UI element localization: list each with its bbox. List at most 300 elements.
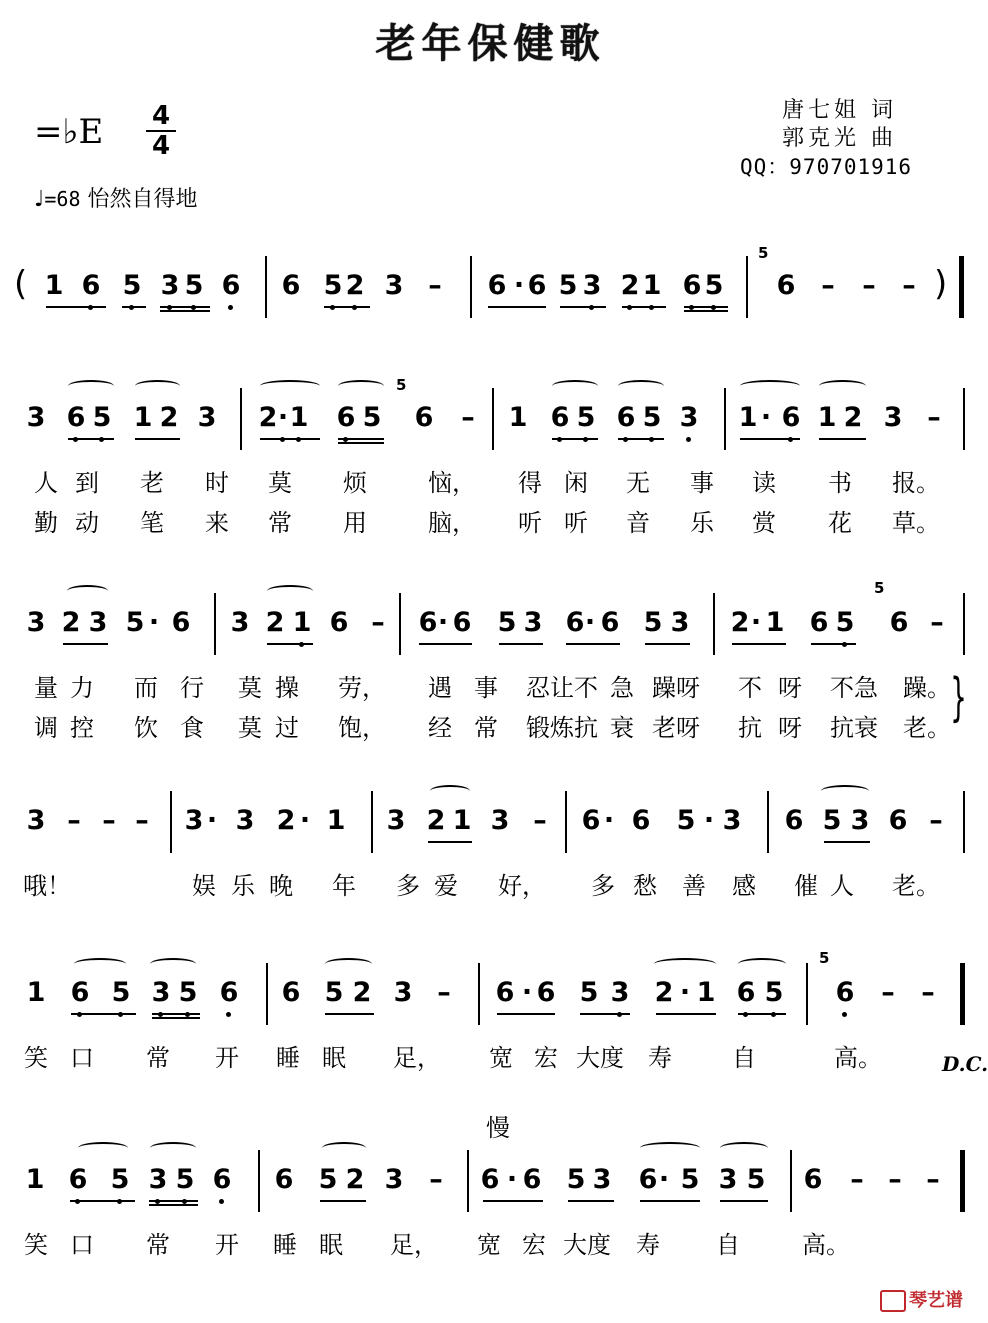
underline-beam [640, 1200, 700, 1202]
bar-line [371, 791, 373, 853]
note: 5 [676, 805, 696, 836]
underline-beam [152, 1013, 200, 1015]
bar-line [214, 593, 216, 655]
note: 6 [615, 402, 637, 434]
note: 6 [681, 270, 703, 302]
note: – [929, 805, 943, 836]
slur [338, 380, 384, 392]
slur [720, 1142, 768, 1154]
note: 1 [452, 805, 472, 836]
note: 3 [26, 402, 46, 433]
note: 5 [110, 977, 132, 1009]
underline-beam [325, 1013, 374, 1015]
lyric-word: 笑 [24, 1044, 48, 1072]
note: – [930, 607, 944, 638]
note: 3 [609, 977, 631, 1009]
bar-line [240, 388, 242, 450]
lyric-word: 控 [70, 714, 94, 742]
note: · [513, 270, 525, 301]
lyric-word: 事 [690, 469, 714, 497]
underline-beam [566, 643, 620, 645]
note: 3 [592, 1164, 612, 1195]
underline-beam [267, 643, 313, 645]
lyric-word: 音 [626, 509, 650, 537]
note: 5 [579, 977, 599, 1008]
lyric-word: 足， [390, 1231, 438, 1259]
note: 5 [703, 270, 725, 302]
lyric-word: 宏 [522, 1231, 546, 1259]
lyric-word: 娱 [192, 872, 216, 900]
underline-beam [824, 841, 870, 843]
note: – [437, 977, 451, 1008]
lyric-word: 好， [498, 872, 546, 900]
note: · [703, 805, 715, 836]
note: 6 [776, 270, 796, 301]
note: 5 [746, 1164, 766, 1195]
lyric-word: 寿 [636, 1231, 660, 1259]
note: 3 [384, 270, 404, 301]
note: 6 [281, 977, 301, 1008]
note: 3 [490, 805, 510, 836]
lyric-word: 自 [716, 1231, 740, 1259]
note: – [921, 977, 935, 1008]
slur [325, 958, 372, 970]
low-octave-dot [686, 437, 691, 442]
note: – [888, 1164, 902, 1195]
lyric-word: 恼， [428, 469, 476, 497]
bar-line [492, 388, 494, 450]
lyrics-verse-1 [0, 668, 981, 702]
note: 6 [418, 607, 438, 638]
lyric-word: 开 [215, 1231, 239, 1259]
note: 6 [495, 977, 515, 1008]
tempo-marking: ♩=68 怡然自得地 [34, 187, 198, 212]
lyric-word: 草。 [892, 509, 940, 537]
slur [740, 380, 800, 392]
note: 5 [174, 1164, 196, 1196]
underline-beam [70, 1200, 135, 1202]
lyric-word: 笔 [140, 509, 164, 537]
lyric-word: 莫 [238, 714, 262, 742]
expression-text: 怡然自得地 [87, 187, 198, 212]
bar-line [746, 256, 748, 318]
lyricist: 唐七姐 词 [782, 98, 897, 123]
note: 2 [258, 402, 278, 433]
slur [654, 958, 716, 970]
note: 5 [558, 270, 578, 301]
lyric-word: 睡 [273, 1231, 297, 1259]
note: · [760, 402, 772, 433]
lyrics-verse-1 [0, 1225, 981, 1259]
lyric-word: 不 [738, 674, 762, 702]
lyrics-verse-1 [0, 1038, 981, 1072]
slur [618, 380, 664, 392]
lyric-word: 呀 [778, 714, 802, 742]
underline-beam [568, 1200, 614, 1202]
bar-line [960, 963, 965, 1025]
note: 3 [883, 402, 903, 433]
note: 1 [696, 977, 716, 1008]
double-underline-beam [338, 442, 384, 444]
lyric-word: 调 [34, 714, 58, 742]
note: 6 [522, 1164, 542, 1195]
lyric-word: 自 [732, 1044, 756, 1072]
note: 5 [643, 607, 663, 638]
underline-beam [419, 643, 472, 645]
lyric-word: 经 [428, 714, 452, 742]
underline-beam [740, 438, 800, 440]
lyric-word: 力 [70, 674, 94, 702]
lyric-word: 花 [828, 509, 852, 537]
note: 6 [581, 805, 601, 836]
lyric-word: 多 [591, 872, 615, 900]
note: 2 [843, 402, 863, 433]
note: 6 [803, 1164, 823, 1195]
lyric-word: 锻炼 [526, 714, 574, 742]
underline-beam [483, 1200, 543, 1202]
note: 1 [326, 805, 346, 836]
underline-beam [488, 306, 546, 308]
lyric-word: 量 [34, 674, 58, 702]
lyric-word: 人 [830, 872, 854, 900]
lyric-word: 闲 [564, 469, 588, 497]
note: – [67, 805, 81, 836]
note: 6 [65, 402, 87, 434]
lyric-word: 脑， [428, 509, 476, 537]
underline-beam [811, 643, 856, 645]
underline-beam [497, 1013, 555, 1015]
lyric-word: 无 [626, 469, 650, 497]
lyric-word: 笑 [24, 1231, 48, 1259]
underline-beam [46, 306, 106, 308]
lyric-word: 抗 [574, 714, 598, 742]
note: 5 [318, 1164, 338, 1195]
grace-note: 5 [396, 376, 407, 394]
key-signature: =♭E [34, 112, 104, 152]
note: 6 [171, 607, 191, 638]
slur [322, 1142, 366, 1154]
lyric-word: 年 [332, 872, 356, 900]
note: 3 [197, 402, 217, 433]
lyric-word: 催 [794, 872, 818, 900]
note: – [821, 270, 835, 301]
note: 6 [69, 977, 91, 1009]
underline-beam [618, 438, 664, 440]
lyric-word: 劳， [338, 674, 386, 702]
bar-line [265, 256, 267, 318]
lyric-word: 急 [610, 674, 634, 702]
lyric-word: 烦 [343, 469, 367, 497]
note: 6 [80, 270, 102, 302]
slur [552, 380, 598, 392]
bar-line [170, 791, 172, 853]
lyric-word: 感 [732, 872, 756, 900]
note: 1 [817, 402, 837, 433]
note: 1 [25, 1164, 45, 1195]
note: 5 [322, 270, 344, 302]
note: 3 [393, 977, 413, 1008]
note: 2 [276, 805, 296, 836]
underline-beam [338, 438, 384, 440]
note: – [926, 1164, 940, 1195]
lyric-word: 哦！ [23, 872, 71, 900]
bar-line [399, 593, 401, 655]
bar-line [713, 593, 715, 655]
open-paren: ( [14, 264, 28, 304]
note: 6 [549, 402, 571, 434]
note: 6 [631, 805, 651, 836]
underline-beam [732, 643, 786, 645]
note: 6 [784, 805, 804, 836]
lyric-word: 寿 [648, 1044, 672, 1072]
lyric-word: 莫 [268, 469, 292, 497]
note: 6 [414, 402, 434, 433]
underline-beam [738, 1013, 786, 1015]
slur [267, 585, 313, 597]
bar-line [467, 1150, 469, 1212]
lyric-word: 躁呀 [652, 674, 700, 702]
lyric-word: 多 [396, 872, 420, 900]
slur [150, 958, 196, 970]
grace-note: 5 [874, 579, 885, 597]
bar-line [258, 1150, 260, 1212]
slur [150, 1142, 196, 1154]
slur [819, 380, 866, 392]
underline-beam [720, 1200, 768, 1202]
note: 3 [386, 805, 406, 836]
note: · [679, 977, 691, 1008]
bar-line [266, 963, 268, 1025]
note: 3 [523, 607, 543, 638]
lyric-word: 忍让 [526, 674, 574, 702]
lyrics-verse-1 [0, 866, 981, 900]
lyric-word: 操 [275, 674, 299, 702]
lyric-word: 常 [268, 509, 292, 537]
lyric-word: 爱 [434, 872, 458, 900]
time-signature: 4 4 [146, 103, 176, 159]
note: 6 [211, 1164, 233, 1196]
note: 2 [345, 1164, 365, 1195]
lyric-word: 而 [134, 674, 158, 702]
note: 1 [44, 270, 64, 301]
lyric-word: 行 [180, 674, 204, 702]
note: 3 [184, 805, 204, 836]
slur [738, 958, 786, 970]
lyric-word: 听 [564, 509, 588, 537]
note: 5 [763, 977, 785, 1009]
lyric-word: 遇 [428, 674, 452, 702]
lyric-word: 老 [140, 469, 164, 497]
note: 3 [850, 805, 870, 836]
note: – [102, 805, 116, 836]
low-octave-dot [219, 1199, 224, 1204]
underline-beam [320, 1200, 366, 1202]
note: 6 [274, 1164, 294, 1195]
low-octave-dot [842, 1012, 847, 1017]
note: 3 [384, 1164, 404, 1195]
note: · [603, 805, 615, 836]
underline-beam [71, 1013, 136, 1015]
note: 5 [566, 1164, 586, 1195]
underline-beam [684, 306, 728, 308]
note: 5 [362, 402, 382, 433]
note: 6 [281, 270, 301, 301]
underline-beam [622, 306, 666, 308]
note: 6 [638, 1164, 658, 1195]
contact-qq: QQ：970701916 [740, 155, 913, 179]
note: 6 [480, 1164, 500, 1195]
note: – [862, 270, 876, 301]
note: 6 [809, 607, 829, 638]
composer: 郭克光 曲 [782, 126, 897, 151]
note: 6 [834, 977, 856, 1009]
lyric-word: 眠 [322, 1044, 346, 1072]
lyric-word: 时 [205, 469, 229, 497]
underline-beam [552, 438, 598, 440]
note: · [750, 607, 762, 638]
note: 1 [291, 607, 313, 639]
bar-line [806, 963, 808, 1025]
bar-line [959, 256, 964, 318]
lyric-word: 人 [34, 469, 58, 497]
note: 2 [426, 805, 446, 836]
note: – [533, 805, 547, 836]
lyric-word: 开 [215, 1044, 239, 1072]
lyric-word: 大度 [563, 1231, 611, 1259]
note: 5 [91, 402, 113, 434]
lyric-word: 善 [682, 872, 706, 900]
note: 5 [183, 270, 205, 302]
lyric-word: 饱， [338, 714, 386, 742]
note: 6 [487, 270, 507, 301]
lyric-word: 莫 [238, 674, 262, 702]
note: 3 [235, 805, 255, 836]
note: 3 [718, 1164, 738, 1195]
lyric-word: 宽 [489, 1044, 513, 1072]
lyric-word: 晚 [269, 872, 293, 900]
underline-beam [63, 643, 108, 645]
lyrics-verse-2 [0, 503, 981, 537]
grace-note: 5 [758, 244, 769, 262]
slur [68, 380, 114, 392]
note: – [371, 607, 385, 638]
note: 2 [265, 607, 285, 638]
note: – [881, 977, 895, 1008]
close-paren: ) [934, 264, 948, 304]
lyric-word: 勤 [34, 509, 58, 537]
underline-beam [135, 438, 180, 440]
underline-beam [160, 306, 210, 308]
quarter-note-icon: ♩ [34, 187, 45, 212]
note: – [902, 270, 916, 301]
note: · [658, 1164, 670, 1195]
note: – [135, 805, 149, 836]
underline-beam [560, 306, 606, 308]
low-octave-dot [226, 1012, 231, 1017]
song-title: 老年保健歌 [375, 21, 606, 67]
lyric-word: 愁 [633, 872, 657, 900]
note: · [148, 607, 160, 638]
note: 2 [654, 977, 674, 1008]
underline-beam [68, 438, 114, 440]
bar-line [478, 963, 480, 1025]
note: 6 [335, 402, 357, 434]
bar-line [960, 1150, 965, 1212]
bar-line [963, 593, 965, 655]
note: 6 [600, 607, 620, 638]
note: 3 [670, 607, 690, 638]
underline-beam [122, 306, 146, 308]
low-octave-dot [228, 305, 233, 310]
bar-line [470, 256, 472, 318]
note: 5 [834, 607, 856, 639]
lyric-word: 得 [518, 469, 542, 497]
lyric-word: 足， [393, 1044, 441, 1072]
note: 3 [26, 805, 46, 836]
note: 5 [125, 607, 145, 638]
lyric-word: 常 [146, 1231, 170, 1259]
note: 5 [641, 402, 663, 434]
note: 6 [888, 805, 908, 836]
lyric-word: 躁。 [903, 674, 951, 702]
slur [430, 785, 470, 797]
note: 3 [147, 1164, 169, 1196]
note: 3 [159, 270, 181, 302]
note: 1 [288, 402, 310, 434]
bar-line [767, 791, 769, 853]
note: 6 [218, 977, 240, 1009]
note: 5 [109, 1164, 131, 1196]
note: 6 [536, 977, 556, 1008]
lyric-word: 事 [474, 674, 498, 702]
note: 6 [565, 607, 585, 638]
note: 1 [133, 402, 153, 433]
bar-line [790, 1150, 792, 1212]
slur [821, 785, 869, 797]
lyric-word: 口 [70, 1231, 94, 1259]
note: 1 [26, 977, 46, 1008]
lyric-word: 眠 [319, 1231, 343, 1259]
lyric-word: 不急 [830, 674, 878, 702]
note: 5 [680, 1164, 700, 1195]
note: 2 [730, 607, 750, 638]
lyric-word: 宽 [477, 1231, 501, 1259]
slur [74, 958, 126, 970]
note: 2 [619, 270, 641, 302]
note: 6 [780, 402, 802, 434]
note: 3 [88, 607, 108, 638]
lyrics-verse-1 [0, 463, 981, 497]
lyric-word: 报。 [892, 469, 940, 497]
slur [78, 1142, 128, 1154]
note: 3 [150, 977, 172, 1009]
note: 6 [889, 607, 909, 638]
slur [260, 380, 320, 392]
note: 3 [581, 270, 603, 302]
lyric-word: 老呀 [652, 714, 700, 742]
lyrics-verse-2 [0, 708, 981, 742]
lyric-word: 听 [518, 509, 542, 537]
lyric-word: 来 [205, 509, 229, 537]
lyric-word: 高。 [802, 1231, 850, 1259]
slur [135, 380, 180, 392]
grace-note: 5 [819, 949, 830, 967]
underline-beam [149, 1200, 198, 1202]
watermark-logo: 琴艺谱 [880, 1286, 963, 1312]
note: 3 [26, 607, 46, 638]
underline-beam [260, 438, 320, 440]
note: · [506, 1164, 518, 1195]
